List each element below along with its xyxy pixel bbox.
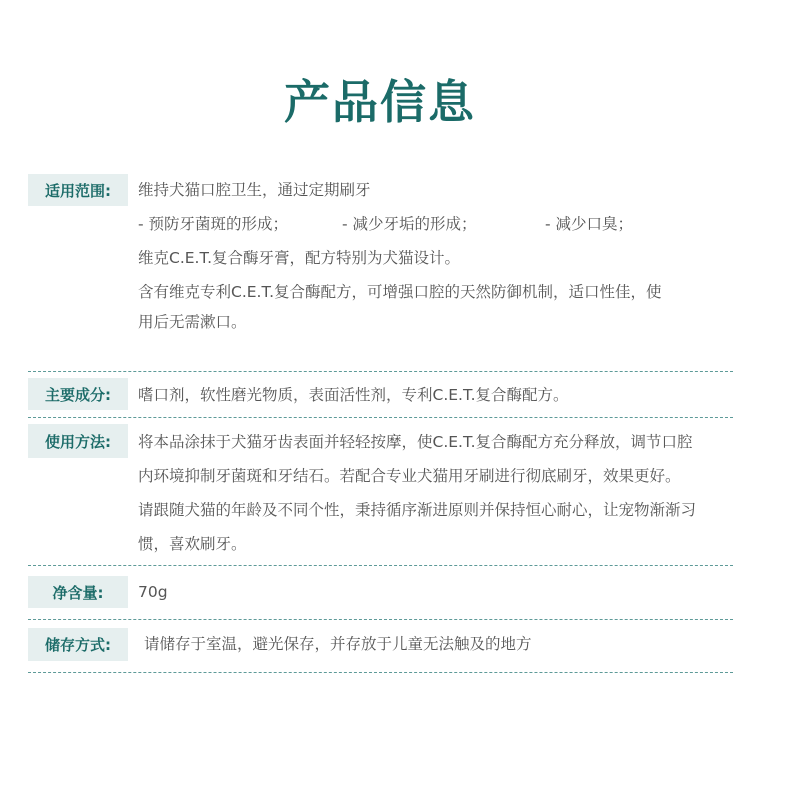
scope-text: 维克C.E.T.复合酶牙膏，配方特别为犬猫设计。 bbox=[138, 249, 461, 267]
label-net: 净含量: bbox=[28, 576, 128, 608]
scope-text: 用后无需漱口。 bbox=[138, 313, 247, 331]
scope-bullet: - 减少牙垢的形成； bbox=[342, 215, 477, 233]
scope-text: 含有维克专利C.E.T.复合酶配方，可增强口腔的天然防御机制，适口性佳，使 bbox=[138, 283, 662, 301]
label-usage: 使用方法: bbox=[28, 424, 128, 458]
divider bbox=[28, 619, 733, 620]
divider bbox=[28, 417, 733, 418]
ingredients-text: 嗜口剂，软性磨光物质，表面活性剂，专利C.E.T.复合酶配方。 bbox=[138, 386, 569, 404]
scope-bullet: - 预防牙菌斑的形成； bbox=[138, 215, 289, 233]
scope-text: 维持犬猫口腔卫生，通过定期刷牙 bbox=[138, 181, 371, 199]
label-storage: 储存方式: bbox=[28, 628, 128, 661]
divider bbox=[28, 371, 733, 372]
storage-text: 请储存于室温，避光保存，并存放于儿童无法触及的地方 bbox=[144, 635, 532, 653]
usage-text: 惯，喜欢刷牙。 bbox=[138, 535, 247, 553]
usage-text: 请跟随犬猫的年龄及不同个性，秉持循序渐进原则并保持恒心耐心，让宠物渐渐习 bbox=[138, 501, 697, 519]
usage-text: 将本品涂抹于犬猫牙齿表面并轻轻按摩，使C.E.T.复合酶配方充分释放，调节口腔 bbox=[138, 433, 693, 451]
usage-text: 内环境抑制牙菌斑和牙结石。若配合专业犬猫用牙刷进行彻底刷牙，效果更好。 bbox=[138, 467, 681, 485]
page-title: 产品信息 bbox=[284, 75, 476, 129]
divider bbox=[28, 565, 733, 566]
scope-bullet: - 减少口臭； bbox=[545, 215, 634, 233]
label-ingredients: 主要成分: bbox=[28, 378, 128, 410]
divider bbox=[28, 672, 733, 673]
label-scope: 适用范围: bbox=[28, 174, 128, 206]
net-text: 70g bbox=[138, 583, 168, 601]
